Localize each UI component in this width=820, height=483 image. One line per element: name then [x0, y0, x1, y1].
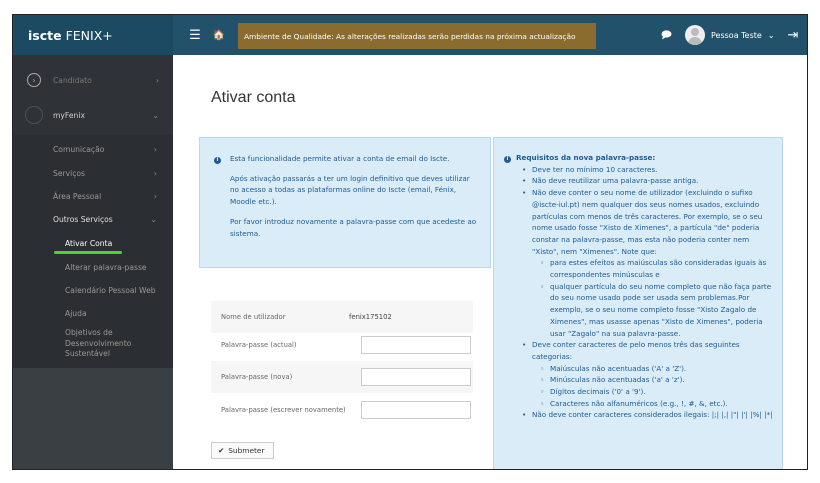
new-password-label: Palavra-passe (nova) [221, 373, 293, 381]
sidebar-item-label: Calendário Pessoal Web [65, 285, 156, 295]
form-row-new-password [211, 361, 473, 393]
chevron-down-icon: ⌄ [150, 214, 157, 224]
info-box-requirements [493, 137, 783, 470]
quality-banner: Ambiente de Qualidade: As alterações realizadas serão perdidas na próxima actualização [238, 23, 596, 49]
submit-button[interactable] [211, 442, 274, 459]
requirement-text: Deve conter caracteres de pelo menos três das seguintes categorias: [532, 340, 740, 361]
list-item [522, 187, 774, 339]
repeat-password-input[interactable] [361, 401, 471, 419]
info-icon: i [214, 157, 221, 164]
sidebar-item-myfenix[interactable] [13, 101, 173, 129]
list-item: ◦ Minúsculas não acentuadas ('a' a 'z'). [540, 374, 774, 386]
list-item: ◦ para estes efeitos as maiúsculas são consideradas iguais às correspondentes minúsculas e [540, 257, 774, 280]
info-text-1: Esta funcionalidade permite ativar a conta de email do Iscte. [230, 154, 450, 163]
form-row-repeat-password [211, 394, 473, 426]
username-label: Nome de utilizador [221, 313, 286, 321]
current-password-label: Palavra-passe (actual) [221, 341, 297, 349]
sidebar-item-label: Ativar Conta [65, 238, 113, 248]
requirements-list [504, 164, 774, 421]
check-icon: ✔ [218, 446, 225, 455]
app-window [12, 14, 808, 470]
sidebar-subitem-alterar-palavra-passe[interactable] [13, 259, 173, 275]
chevron-right-icon: › [155, 75, 159, 85]
menu-icon[interactable]: ☰ [189, 27, 201, 43]
current-password-input[interactable] [361, 336, 471, 354]
chevron-right-icon: › [153, 144, 157, 154]
sidebar-item-label: Área Pessoal [53, 191, 102, 201]
sidebar-item-label: Serviços [53, 168, 85, 178]
main-content [173, 55, 808, 470]
submit-label: Submeter [228, 446, 265, 455]
user-menu[interactable] [685, 15, 775, 55]
page-title: Ativar conta [211, 89, 296, 106]
list-item: • Deve ter no mínimo 10 caracteres. [522, 164, 774, 176]
sidebar-subitem-ods[interactable] [13, 327, 173, 361]
user-name: Pessoa Teste [711, 30, 762, 40]
top-bar [13, 15, 808, 55]
chevron-down-icon: ⌄ [152, 110, 159, 120]
sidebar-item-label: myFenix [53, 110, 85, 120]
sidebar-item-label: Outros Serviços [53, 214, 113, 224]
sidebar-item-label: Ajuda [65, 308, 87, 318]
sidebar-subitem-ativar-conta[interactable] [13, 235, 173, 251]
info-box-activation [199, 137, 491, 268]
list-item: ◦ Dígitos decimais ('0' a '9'). [540, 386, 774, 398]
chevron-circle-icon: › [27, 73, 41, 87]
list-item: ◦ qualquer partícula do seu nome completo que não faça parte do seu nome usado pode ser usada sem problemas.Por exemplo, se o seu nome completo fosse "Xisto Zagalo de Ximenes", mas usasse apenas "Xisto de Ximenes", poderia usar "Zagalo" na sua palavra-passe. [540, 281, 774, 340]
sidebar-item-label: Candidato [53, 75, 92, 85]
chat-icon[interactable] [657, 15, 675, 55]
sidebar-subitem-calendario[interactable] [13, 282, 173, 298]
brand-rest: FENIX+ [65, 27, 113, 43]
brand-bold: iscte [28, 27, 62, 43]
chevron-right-icon: › [153, 191, 157, 201]
username-value: fenix175102 [349, 313, 392, 321]
list-item: ◦ Maiúsculas não acentuadas ('A' a 'Z'). [540, 363, 774, 375]
sidebar [13, 55, 173, 470]
info-text-2: Após ativação passarás a ter um login definitivo que deves utilizar no acesso a todas as plataformas online do Iscte (email, Fénix, Moodle etc.). [230, 173, 470, 207]
brand-logo[interactable] [13, 15, 173, 55]
info-text-3: Por favor introduz novamente a palavra-passe com que acedeste ao sistema. [230, 216, 477, 238]
sidebar-item-label: Comunicação [53, 144, 105, 154]
list-item: ◦ Caracteres não alfanuméricos (e.g., !, #, &, etc.). [540, 398, 774, 410]
home-icon[interactable]: 🏠 [212, 29, 226, 41]
new-password-input[interactable] [361, 368, 471, 386]
avatar [685, 25, 705, 45]
sidebar-item-label: Objetivos de Desenvolvimento Sustentável [65, 328, 132, 359]
repeat-password-label: Palavra-passe (escrever novamente) [221, 406, 346, 414]
circle-icon [25, 106, 43, 124]
requirement-text: Não deve conter o seu nome de utilizador (excluindo o sufixo @iscte-iul.pt) nem qualquer dos seus nomes usados, excluindo partículas com menos de três caracteres. Por exemplo, se o seu nome usado fosse "Xisto de Ximenes", a partícula "de" poderia constar na palavra-passe, mas esta não poderia conter nem "Xisto", nem "Ximenes". Note que: [532, 188, 763, 256]
logout-icon[interactable]: ⇥ [787, 27, 799, 43]
requirements-heading: Requisitos da nova palavra-passe: [516, 153, 656, 162]
chevron-down-icon: ⌄ [767, 30, 775, 40]
info-icon: i [504, 156, 511, 163]
active-indicator [54, 251, 122, 254]
sidebar-item-candidato[interactable] [13, 69, 173, 91]
sidebar-item-outros-servicos[interactable] [13, 211, 173, 227]
sidebar-subitem-ajuda[interactable] [13, 305, 173, 321]
chevron-right-icon: › [153, 168, 157, 178]
sidebar-item-comunicacao[interactable] [13, 141, 173, 157]
sidebar-item-area-pessoal[interactable] [13, 188, 173, 204]
sidebar-item-servicos[interactable] [13, 165, 173, 181]
list-item: • Não deve conter caracteres considerados ilegais: |;| |,| |"| |'| |%| |*| [522, 409, 774, 421]
form-row-current-password [211, 329, 473, 361]
list-item [522, 339, 774, 409]
list-item: • Não deve reutilizar uma palavra-passe antiga. [522, 175, 774, 187]
sidebar-item-label: Alterar palavra-passe [65, 262, 147, 272]
